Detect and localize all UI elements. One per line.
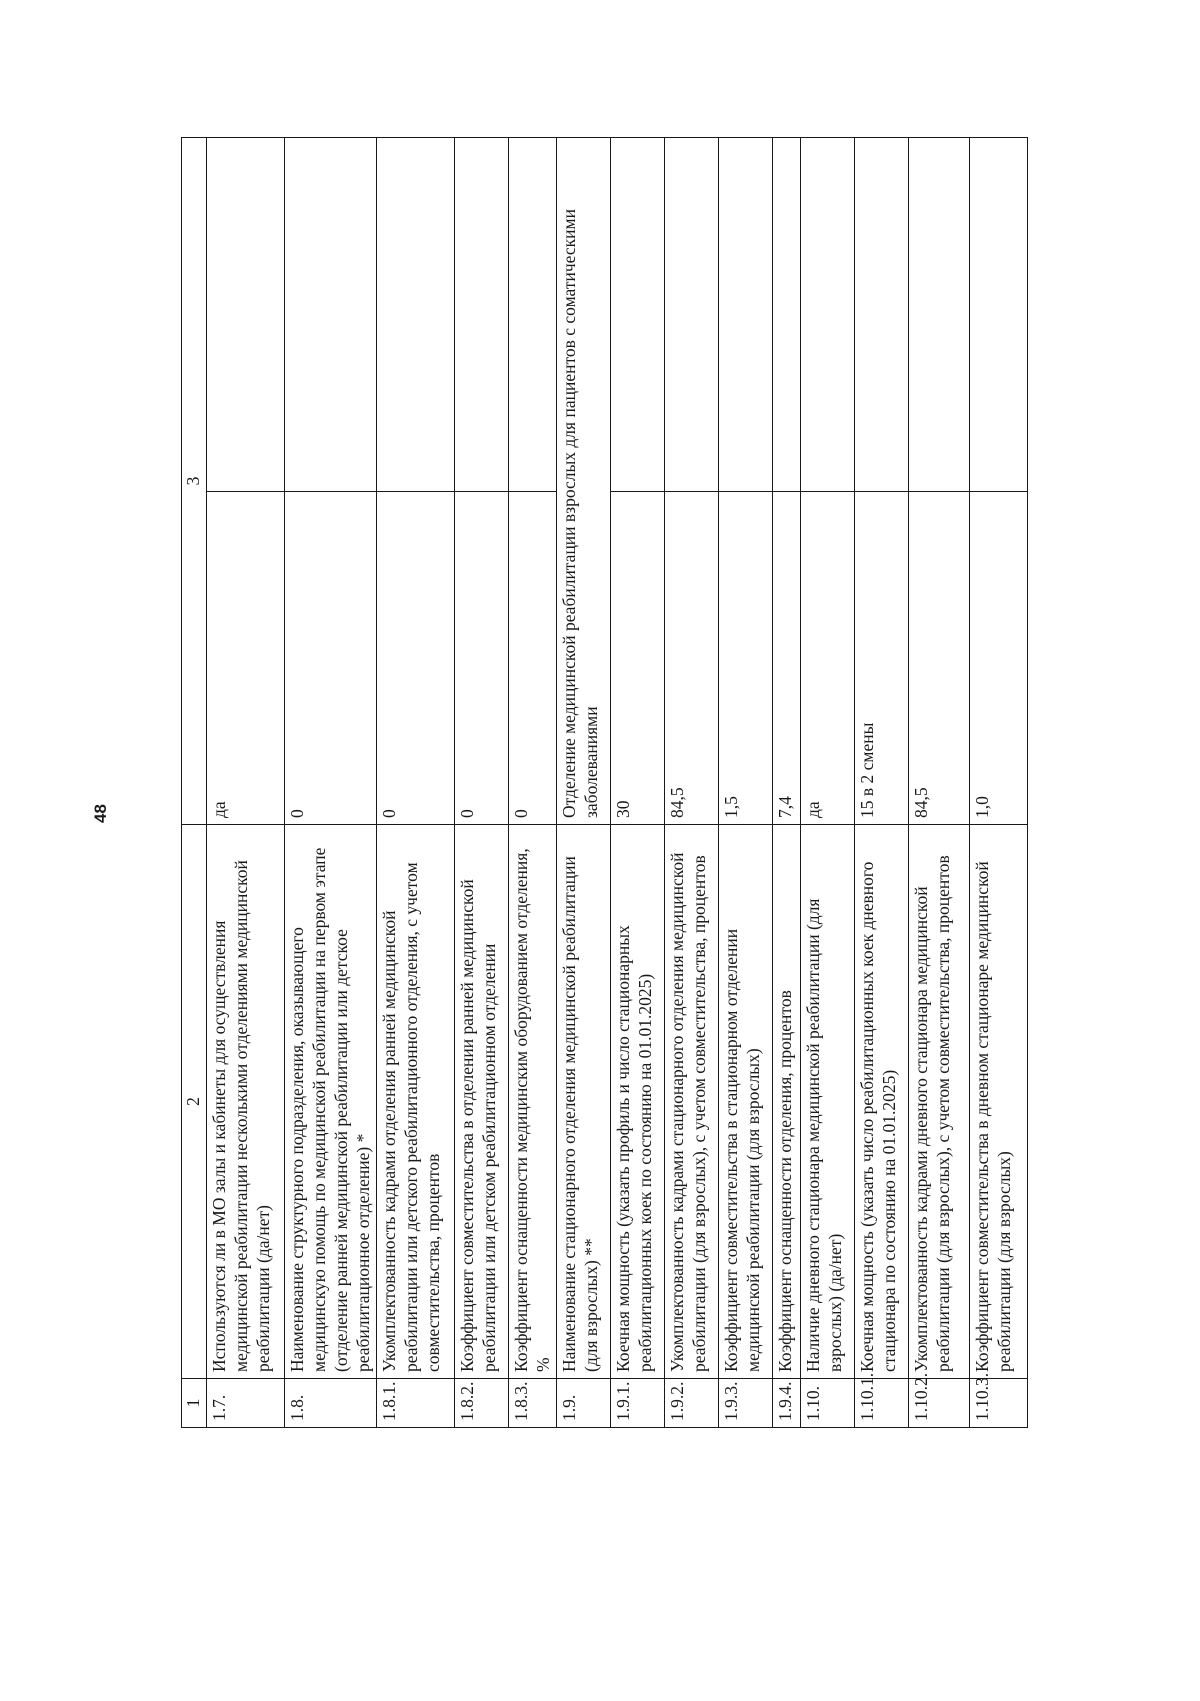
row-value: да	[801, 492, 855, 825]
row-number: 1.9.4.	[773, 1379, 801, 1428]
row-value: 0	[455, 492, 509, 825]
row-extra	[719, 138, 773, 492]
table-row	[773, 138, 801, 1428]
row-number: 1.9.2.	[665, 1379, 719, 1428]
row-number: 1.8.	[285, 1379, 377, 1428]
table-row	[970, 138, 1028, 1428]
row-value: 15 в 2 смены	[855, 492, 909, 825]
row-extra	[455, 138, 509, 492]
table-row	[557, 138, 611, 1428]
row-description: Коэффициент совместительства в отделении ранней медицинской реабилитации или детском реабилитационном отделении	[455, 825, 509, 1379]
row-description: Наличие дневного стационара медицинской реабилитации (для взрослых) (да/нет)	[801, 825, 855, 1379]
row-description: Коечная мощность (указать число реабилитационных коек дневного стационара по состоянию на 01.01.2025)	[855, 825, 909, 1379]
table-header-row	[182, 138, 207, 1428]
table-row	[377, 138, 455, 1428]
row-description: Коэффициент оснащенности отделения, процентов	[773, 825, 801, 1379]
row-extra	[611, 138, 665, 492]
row-extra	[773, 138, 801, 492]
row-extra	[855, 138, 909, 492]
row-number: 1.10.1.	[855, 1379, 909, 1428]
row-value: 84,5	[909, 492, 970, 825]
row-extra	[207, 138, 285, 492]
row-description: Коэффициент совместительства в стационарном отделении медицинской реабилитации (для взрослых)	[719, 825, 773, 1379]
row-number: 1.10.	[801, 1379, 855, 1428]
table-row	[801, 138, 855, 1428]
row-description: Коэффициент оснащенности медицинским оборудованием отделения, %	[509, 825, 557, 1379]
row-number: 1.7.	[207, 1379, 285, 1428]
row-number: 1.8.2.	[455, 1379, 509, 1428]
row-extra	[665, 138, 719, 492]
row-description: Укомплектованность кадрами отделения ранней медицинской реабилитации или детского реабилитационного отделения, с учетом совместительства, процентов	[377, 825, 455, 1379]
page-number: 48	[91, 804, 110, 823]
row-number: 1.10.2.	[909, 1379, 970, 1428]
row-value: 30	[611, 492, 665, 825]
row-description: Используются ли в МО залы и кабинеты для осуществления медицинской реабилитации несколькими отделениями медицинской реабилитации (да/нет)	[207, 825, 285, 1379]
row-number: 1.9.1.	[611, 1379, 665, 1428]
header-cell: 1	[182, 1379, 207, 1428]
table-row	[455, 138, 509, 1428]
row-extra	[909, 138, 970, 492]
table-row	[665, 138, 719, 1428]
table-row	[909, 138, 970, 1428]
table-row	[285, 138, 377, 1428]
row-value: 0	[509, 492, 557, 825]
row-description: Наименование стационарного отделения медицинской реабилитации (для взрослых) **	[557, 825, 611, 1379]
table-row	[207, 138, 285, 1428]
row-value: 1,5	[719, 492, 773, 825]
indicators-table	[181, 137, 1028, 1428]
row-description: Коечная мощность (указать профиль и число стационарных реабилитационных коек по состоянию на 01.01.2025)	[611, 825, 665, 1379]
row-number: 1.9.	[557, 1379, 611, 1428]
row-value: 1,0	[970, 492, 1028, 825]
row-number: 1.8.3.	[509, 1379, 557, 1428]
row-number: 1.8.1.	[377, 1379, 455, 1428]
table-row	[509, 138, 557, 1428]
table-row	[719, 138, 773, 1428]
row-value: 0	[285, 492, 377, 825]
row-extra	[801, 138, 855, 492]
row-description: Коэффициент совместительства в дневном стационаре медицинской реабилитации (для взрослых)	[970, 825, 1028, 1379]
row-number: 1.9.3.	[719, 1379, 773, 1428]
row-value: 84,5	[665, 492, 719, 825]
header-cell: 2	[182, 825, 207, 1379]
row-number: 1.10.3.	[970, 1379, 1028, 1428]
table-row	[855, 138, 909, 1428]
row-extra	[285, 138, 377, 492]
rotated-table-container	[181, 138, 1061, 1428]
row-value: Отделение медицинской реабилитации взрослых для пациентов с соматическими заболеваниями	[557, 138, 611, 825]
row-description: Укомплектованность кадрами дневного стационара медицинской реабилитации (для взрослых), с учетом совместительства, процентов	[909, 825, 970, 1379]
row-description: Наименование структурного подразделения, оказывающего медицинскую помощь по медицинской реабилитации на первом этапе (отделение ранней медицинской реабилитации или детское реабилитационное отделение) *	[285, 825, 377, 1379]
row-extra	[377, 138, 455, 492]
row-description: Укомплектованность кадрами стационарного отделения медицинской реабилитации (для взрослых), с учетом совместительства, процентов	[665, 825, 719, 1379]
row-extra	[970, 138, 1028, 492]
header-cell: 3	[182, 138, 207, 825]
row-extra	[509, 138, 557, 492]
table-row	[611, 138, 665, 1428]
row-value: 0	[377, 492, 455, 825]
row-value: 7,4	[773, 492, 801, 825]
row-value: да	[207, 492, 285, 825]
